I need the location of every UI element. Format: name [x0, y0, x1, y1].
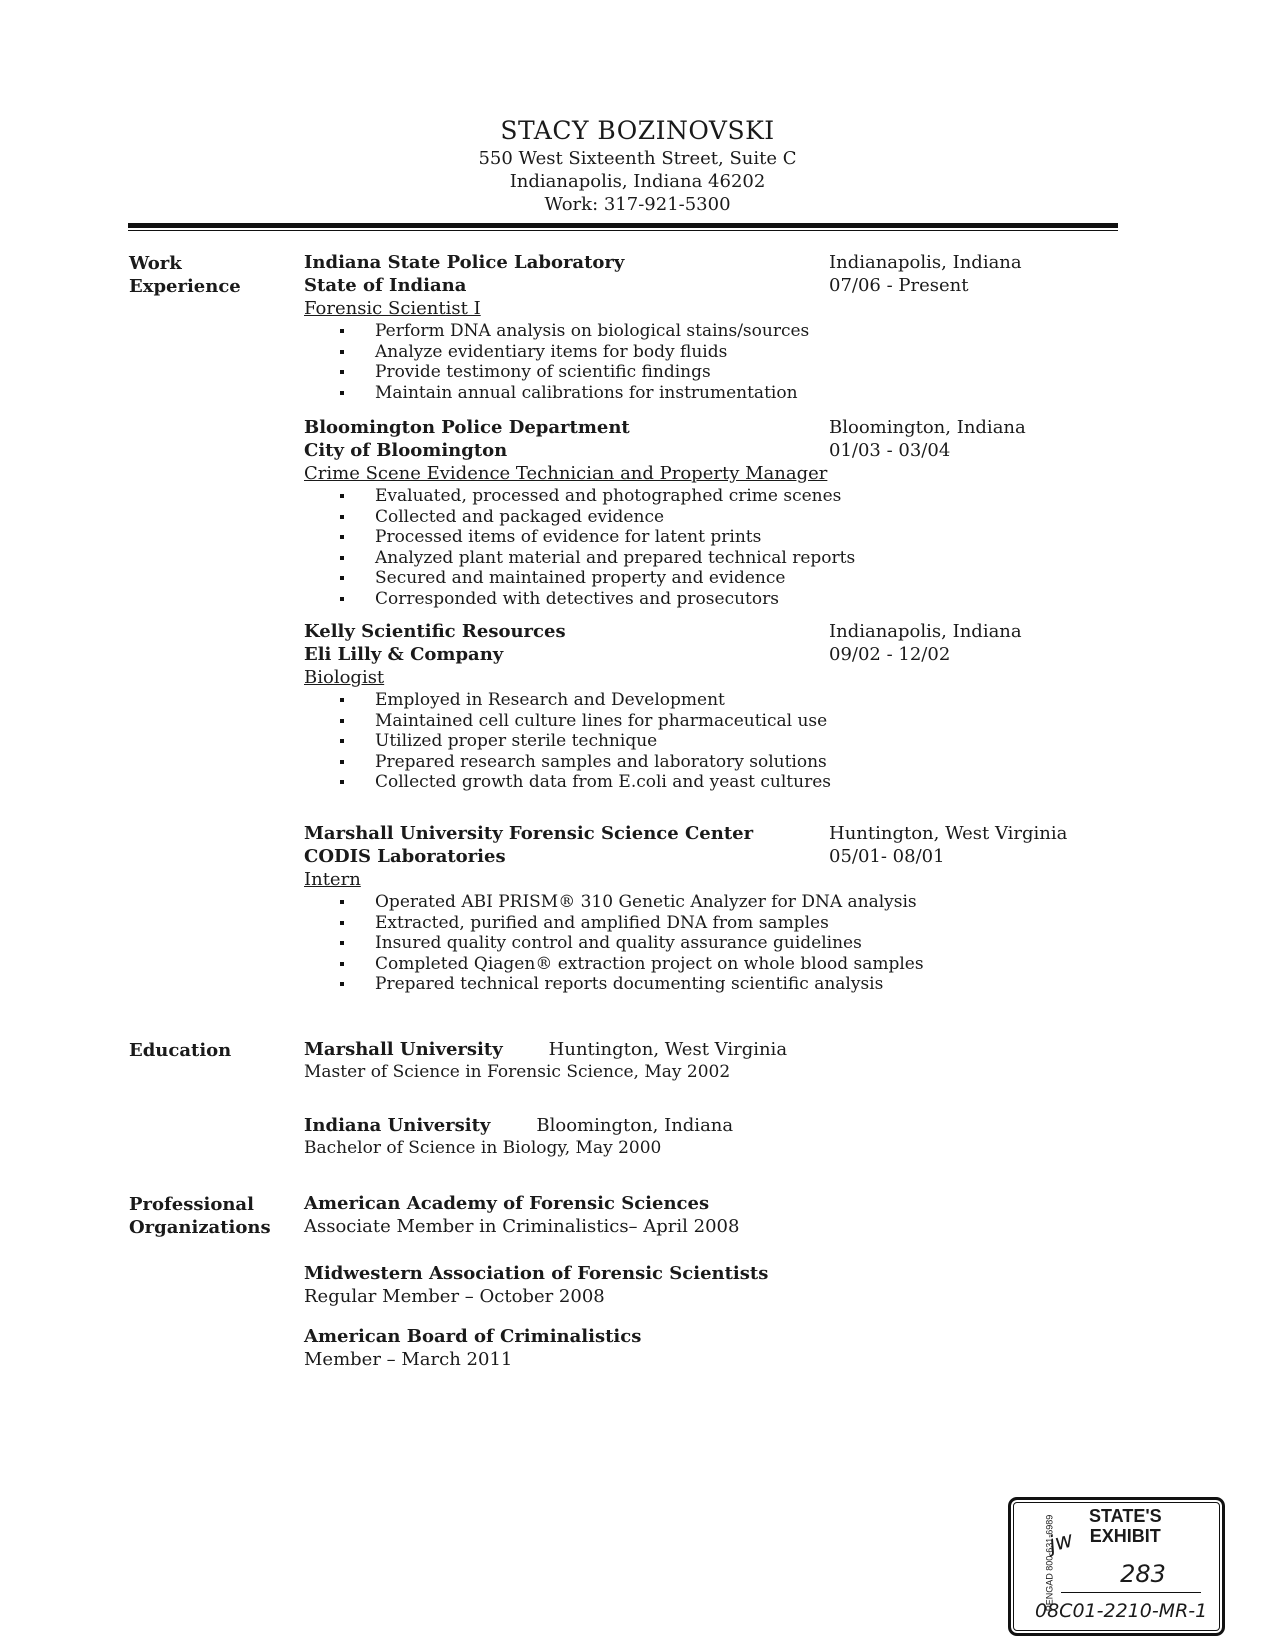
job-duty: Processed items of evidence for latent prints — [340, 527, 1064, 548]
exhibit-stamp — [1008, 1497, 1225, 1636]
job-title: Crime Scene Evidence Technician and Property Manager — [304, 463, 828, 484]
job-duty: Analyze evidentiary items for body fluids — [340, 342, 1064, 363]
job-duty: Evaluated, processed and photographed crime scenes — [340, 486, 1064, 507]
institution-location: Huntington, West Virginia — [548, 1039, 788, 1060]
header-divider-thin — [128, 230, 1118, 231]
job-duty: Analyzed plant material and prepared technical reports — [340, 548, 1064, 569]
job-title: Biologist — [304, 667, 385, 688]
stamp-title-line-1: STATE'S — [1089, 1506, 1162, 1526]
organization-name: American Board of Criminalistics — [304, 1326, 642, 1347]
organization-entry — [304, 1263, 1064, 1308]
degree: Bachelor of Science in Biology, May 2000 — [304, 1138, 662, 1158]
job-entry — [304, 823, 1068, 995]
membership-detail: Member – March 2011 — [304, 1349, 513, 1370]
header-divider-thick — [128, 223, 1118, 228]
job-duty: Perform DNA analysis on biological stains/sources — [340, 321, 1064, 342]
job-location: Bloomington, Indiana — [829, 417, 1026, 438]
job-entry — [304, 621, 1064, 793]
job-dates: 05/01- 08/01 — [829, 846, 945, 867]
job-location: Huntington, West Virginia — [829, 823, 1068, 844]
job-duty: Completed Qiagen® extraction project on whole blood samples — [340, 954, 1064, 975]
membership-detail: Regular Member – October 2008 — [304, 1286, 605, 1307]
job-duty: Maintained cell culture lines for pharmaceutical use — [340, 711, 1064, 732]
job-duty: Collected growth data from E.coli and yeast cultures — [340, 772, 1064, 793]
job-duty: Corresponded with detectives and prosecutors — [340, 589, 1064, 610]
job-duty: Insured quality control and quality assurance guidelines — [340, 933, 1064, 954]
job-duties-list — [304, 321, 1064, 403]
stamp-title — [1089, 1506, 1162, 1546]
institution-location: Bloomington, Indiana — [536, 1115, 734, 1136]
job-duty: Prepared technical reports documenting scientific analysis — [340, 974, 1064, 995]
employer-org: CODIS Laboratories — [304, 846, 506, 867]
address-line-2: Indianapolis, Indiana 46202 — [509, 171, 766, 192]
employer: Marshall University Forensic Science Center — [304, 823, 754, 844]
work-experience-label — [129, 252, 241, 298]
resume-name: STACY BOZINOVSKI — [500, 116, 775, 145]
job-duty: Provide testimony of scientific findings — [340, 362, 1064, 383]
stamp-initials: jw — [1046, 1527, 1076, 1558]
stamp-title-line-2: EXHIBIT — [1089, 1526, 1161, 1546]
institution: Indiana University — [304, 1115, 491, 1136]
job-duties-list — [304, 690, 1064, 793]
employer-org: City of Bloomington — [304, 440, 508, 461]
employer: Bloomington Police Department — [304, 417, 630, 438]
orgs-label-line-2: Organizations — [129, 1217, 271, 1238]
membership-detail: Associate Member in Criminalistics– April 2008 — [304, 1216, 740, 1237]
work-label-line-1: Work — [129, 253, 182, 274]
job-duty: Secured and maintained property and evidence — [340, 568, 1064, 589]
orgs-label-line-1: Professional — [129, 1194, 254, 1215]
education-label: Education — [129, 1040, 232, 1061]
work-label-line-2: Experience — [129, 276, 241, 297]
job-duty: Maintain annual calibrations for instrumentation — [340, 383, 1064, 404]
job-duty: Prepared research samples and laboratory solutions — [340, 752, 1064, 773]
employer-org: State of Indiana — [304, 275, 467, 296]
organization-name: Midwestern Association of Forensic Scientists — [304, 1263, 769, 1284]
job-duty: Operated ABI PRISM® 310 Genetic Analyzer for DNA analysis — [340, 892, 1064, 913]
stamp-vendor: PENGAD 800-631-6989 — [1044, 1514, 1055, 1612]
job-duty: Utilized proper sterile technique — [340, 731, 1064, 752]
job-title: Forensic Scientist I — [304, 298, 481, 319]
job-location: Indianapolis, Indiana — [829, 252, 1022, 273]
case-number: 08C01-2210-MR-1 — [1035, 1600, 1208, 1622]
employer-org: Eli Lilly & Company — [304, 644, 504, 665]
job-dates: 07/06 - Present — [829, 275, 969, 296]
employer: Indiana State Police Laboratory — [304, 252, 625, 273]
exhibit-number: 283 — [1120, 1560, 1166, 1588]
organization-entry — [304, 1193, 1064, 1238]
degree: Master of Science in Forensic Science, May 2002 — [304, 1062, 731, 1082]
institution: Marshall University — [304, 1039, 503, 1060]
address-line-1: 550 West Sixteenth Street, Suite C — [478, 148, 797, 169]
education-entry — [304, 1039, 1064, 1083]
exhibit-number-line — [1061, 1592, 1201, 1593]
job-entry — [304, 417, 1064, 609]
job-title: Intern — [304, 869, 361, 890]
job-duties-list — [304, 486, 1064, 609]
education-entry — [304, 1115, 1064, 1159]
job-dates: 01/03 - 03/04 — [829, 440, 951, 461]
job-duty: Employed in Research and Development — [340, 690, 1064, 711]
job-duties-list — [304, 892, 1064, 995]
work-phone: Work: 317-921-5300 — [544, 194, 731, 215]
professional-organizations-label — [129, 1193, 271, 1239]
job-duty: Collected and packaged evidence — [340, 507, 1064, 528]
organization-name: American Academy of Forensic Sciences — [304, 1193, 710, 1214]
job-location: Indianapolis, Indiana — [829, 621, 1022, 642]
job-entry — [304, 252, 1064, 403]
job-duty: Extracted, purified and amplified DNA from samples — [340, 913, 1064, 934]
employer: Kelly Scientific Resources — [304, 621, 566, 642]
job-dates: 09/02 - 12/02 — [829, 644, 951, 665]
organization-entry — [304, 1326, 1064, 1371]
